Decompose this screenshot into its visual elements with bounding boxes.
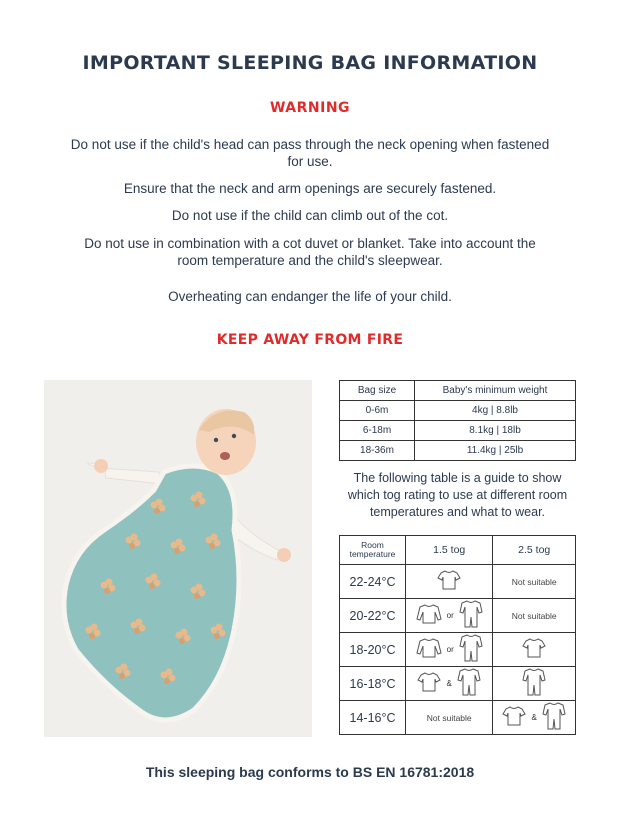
and-label: & <box>446 679 452 689</box>
tog25-cell <box>493 701 576 735</box>
temp-cell: 18-20°C <box>340 633 406 667</box>
tog15-cell <box>406 599 493 633</box>
page-title: IMPORTANT SLEEPING BAG INFORMATION <box>82 52 538 74</box>
short-sleeve-bodysuit-icon <box>417 671 441 696</box>
tog15-cell <box>406 565 493 599</box>
conformity-statement: This sleeping bag conforms to BS EN 16781:2018 <box>145 764 475 780</box>
sleepsuit-icon <box>522 667 546 700</box>
tog-guide-text: The following table is a guide to show which tog rating to use at different room temperatures and what to wear. <box>347 471 568 519</box>
tog15-cell <box>406 667 493 701</box>
warning-heading: WARNING <box>269 100 351 116</box>
or-label: or <box>446 611 454 621</box>
sleepsuit-icon <box>457 667 481 700</box>
sleepsuit-icon <box>459 599 483 632</box>
table-row <box>340 565 576 599</box>
temp-cell: 20-22°C <box>340 599 406 633</box>
min-weight-cell: 8.1kg | 18lb <box>415 421 576 441</box>
min-weight-cell: 4kg | 8.8lb <box>415 401 576 421</box>
short-sleeve-bodysuit-icon <box>502 705 526 730</box>
table-row <box>340 701 576 735</box>
bag-size-cell: 0-6m <box>340 401 415 421</box>
warning-paragraph-4: Do not use in combination with a cot duvet or blanket. Take into account the room temperature and the child's sleepwear. <box>84 236 536 268</box>
and-label: & <box>531 713 537 723</box>
warning-paragraph-1: Do not use if the child's head can pass through the neck opening when fastened for use. <box>70 137 550 169</box>
tog-header-15: 1.5 tog <box>406 536 493 565</box>
tog25-cell <box>493 633 576 667</box>
or-label: or <box>446 645 454 655</box>
temp-cell: 14-16°C <box>340 701 406 735</box>
baby-sleeping-bag-photo <box>44 380 312 737</box>
warning-paragraph-2: Ensure that the neck and arm openings are securely fastened. <box>123 181 497 196</box>
table-row <box>340 633 576 667</box>
weight-header-min-weight: Baby's minimum weight <box>415 381 576 401</box>
temp-cell: 16-18°C <box>340 667 406 701</box>
sleepsuit-icon <box>459 633 483 666</box>
weight-header-size: Bag size <box>340 381 415 401</box>
weight-table <box>339 380 576 461</box>
long-sleeve-bodysuit-icon <box>416 637 442 662</box>
table-row <box>340 401 576 421</box>
sleepsuit-icon <box>542 701 566 734</box>
fire-warning-heading: KEEP AWAY FROM FIRE <box>216 332 404 348</box>
bag-size-cell: 6-18m <box>340 421 415 441</box>
temp-cell: 22-24°C <box>340 565 406 599</box>
short-sleeve-bodysuit-icon <box>522 637 546 662</box>
tog-header-25: 2.5 tog <box>493 536 576 565</box>
table-row <box>340 441 576 461</box>
long-sleeve-bodysuit-icon <box>416 603 442 628</box>
warning-paragraph-5: Overheating can endanger the life of your child. <box>168 289 452 304</box>
warning-paragraph-3: Do not use if the child can climb out of the cot. <box>171 208 449 223</box>
table-row <box>340 667 576 701</box>
short-sleeve-bodysuit-icon <box>437 569 461 594</box>
tog-header-room-temp: Room temperature <box>340 536 406 565</box>
tog25-cell: Not suitable <box>493 565 576 599</box>
table-row <box>340 599 576 633</box>
tog15-cell: Not suitable <box>406 701 493 735</box>
tog15-cell <box>406 633 493 667</box>
tog25-cell <box>493 667 576 701</box>
min-weight-cell: 11.4kg | 25lb <box>415 441 576 461</box>
table-row <box>340 421 576 441</box>
bag-size-cell: 18-36m <box>340 441 415 461</box>
tog25-cell: Not suitable <box>493 599 576 633</box>
tog-table <box>339 535 576 735</box>
